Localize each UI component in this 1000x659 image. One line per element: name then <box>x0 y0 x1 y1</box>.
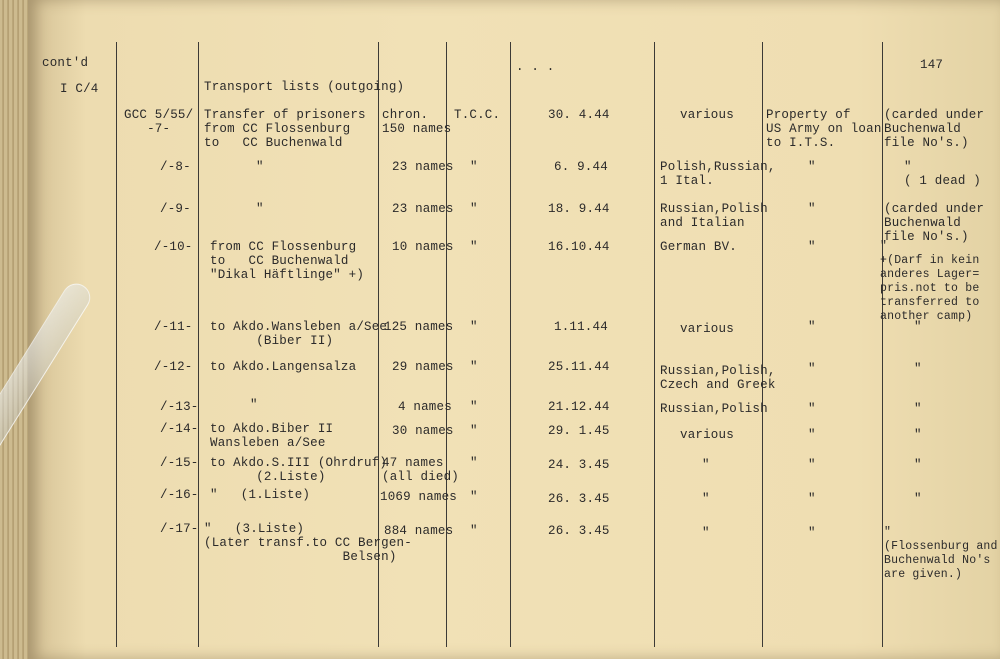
row-description: to Akdo.S.III (Ohrdruf) (2.Liste) <box>210 456 388 484</box>
document-title: Transport lists (outgoing) <box>204 80 405 94</box>
page-number: 147 <box>920 58 944 72</box>
row-names: 884 names <box>384 524 454 538</box>
column-rule <box>882 42 883 647</box>
row-nationality: various <box>680 108 734 122</box>
row-date: 30. 4.44 <box>548 108 610 122</box>
row-agency: " <box>470 456 478 470</box>
row-remark: " (Flossenburg and Buchenwald No's are given.) <box>884 526 998 581</box>
row-description: to Akdo.Biber II Wansleben a/See <box>210 422 334 450</box>
row-number: /-9- <box>160 202 191 216</box>
row-agency: " <box>470 524 478 538</box>
row-agency: " <box>470 400 478 414</box>
row-nationality: Polish,Russian, 1 Ital. <box>660 160 776 188</box>
row-date: 16.10.44 <box>548 240 610 254</box>
row-number: /-15- <box>160 456 199 470</box>
row-agency: " <box>470 490 478 504</box>
row-number: /-14- <box>160 422 199 436</box>
row-description: to Akdo.Wansleben a/See (Biber II) <box>210 320 388 348</box>
row-names: 4 names <box>398 400 452 414</box>
row-agency: " <box>470 424 478 438</box>
row-date: 21.12.44 <box>548 400 610 414</box>
row-names: 125 names <box>384 320 454 334</box>
column-rule <box>654 42 655 647</box>
row-date: 29. 1.45 <box>548 424 610 438</box>
row-source: " <box>808 428 816 442</box>
row-names: 10 names <box>392 240 454 254</box>
row-nationality: " <box>702 458 710 472</box>
row-agency: " <box>470 320 478 334</box>
document-page <box>28 0 1000 659</box>
row-source: " <box>808 320 816 334</box>
row-description: Transfer of prisoners from CC Flossenburg to CC Buchenwald <box>204 108 366 150</box>
row-number: /-12- <box>154 360 193 374</box>
row-names: 23 names <box>392 160 454 174</box>
row-names: 47 names (all died) <box>382 456 460 484</box>
row-agency: " <box>470 160 478 174</box>
row-remark: " <box>914 492 922 506</box>
row-agency: " <box>470 360 478 374</box>
row-nationality: German BV. <box>660 240 738 254</box>
row-remark: (carded under Buchenwald file No's.) <box>884 108 985 150</box>
row-number: /-8- <box>160 160 191 174</box>
row-names: 23 names <box>392 202 454 216</box>
row-date: 24. 3.45 <box>548 458 610 472</box>
continued-label: cont'd <box>42 56 89 70</box>
row-date: 18. 9.44 <box>548 202 610 216</box>
dots-mark: . . . <box>516 60 555 74</box>
row-source: " <box>808 526 816 540</box>
row-description: " (3.Liste) (Later transf.to CC Bergen- Belsen) <box>204 522 412 564</box>
row-names: 30 names <box>392 424 454 438</box>
row-remark: " <box>914 458 922 472</box>
row-date: 26. 3.45 <box>548 524 610 538</box>
column-rule <box>762 42 763 647</box>
row-source: Property of US Army on loan to I.T.S. <box>766 108 882 150</box>
row-nationality: Russian,Polish, Czech and Greek <box>660 364 776 392</box>
row-remark: (carded under Buchenwald file No's.) <box>884 202 985 244</box>
row-nationality: " <box>702 492 710 506</box>
row-remark: " <box>914 362 922 376</box>
row-nationality: Russian,Polish <box>660 402 768 416</box>
column-rule <box>510 42 511 647</box>
row-nationality: " <box>702 526 710 540</box>
row-date: 6. 9.44 <box>554 160 608 174</box>
row-description: " <box>256 202 264 216</box>
row-number: /-11- <box>154 320 193 334</box>
column-rule <box>198 42 199 647</box>
row-agency: " <box>470 240 478 254</box>
row-description: " <box>250 398 258 412</box>
row-source: " <box>808 458 816 472</box>
row-agency: " <box>470 202 478 216</box>
row-description: " (1.Liste) <box>210 488 311 502</box>
row-source: " <box>808 202 816 216</box>
row-description: from CC Flossenburg to CC Buchenwald "Dikal Häftlinge" +) <box>210 240 365 282</box>
row-agency: T.C.C. <box>454 108 501 122</box>
row-names: 29 names <box>392 360 454 374</box>
row-remark: " ( 1 dead ) <box>904 160 982 188</box>
row-date: 26. 3.45 <box>548 492 610 506</box>
row-names: 1069 names <box>380 490 458 504</box>
row-description: " <box>256 160 264 174</box>
row-nationality: Russian,Polish and Italian <box>660 202 768 230</box>
row-remark: " <box>914 320 922 334</box>
row-number: GCC 5/55/ -7- <box>124 108 194 136</box>
row-source: " <box>808 362 816 376</box>
row-names: chron. 150 names <box>382 108 452 136</box>
column-rule <box>116 42 117 647</box>
row-source: " <box>808 240 816 254</box>
row-nationality: various <box>680 322 734 336</box>
row-description: to Akdo.Langensalza <box>210 360 357 374</box>
row-number: /-13- <box>160 400 199 414</box>
row-date: 1.11.44 <box>554 320 608 334</box>
section-code: I C/4 <box>60 82 99 96</box>
row-source: " <box>808 160 816 174</box>
row-remark: " +(Darf in kein anderes Lager= pris.not to be transferred to another camp) <box>880 240 980 323</box>
row-nationality: various <box>680 428 734 442</box>
row-remark: " <box>914 428 922 442</box>
row-date: 25.11.44 <box>548 360 610 374</box>
row-remark: " <box>914 402 922 416</box>
row-source: " <box>808 402 816 416</box>
row-source: " <box>808 492 816 506</box>
row-number: /-10- <box>154 240 193 254</box>
row-number: /-16- <box>160 488 199 502</box>
row-number: /-17- <box>160 522 199 536</box>
